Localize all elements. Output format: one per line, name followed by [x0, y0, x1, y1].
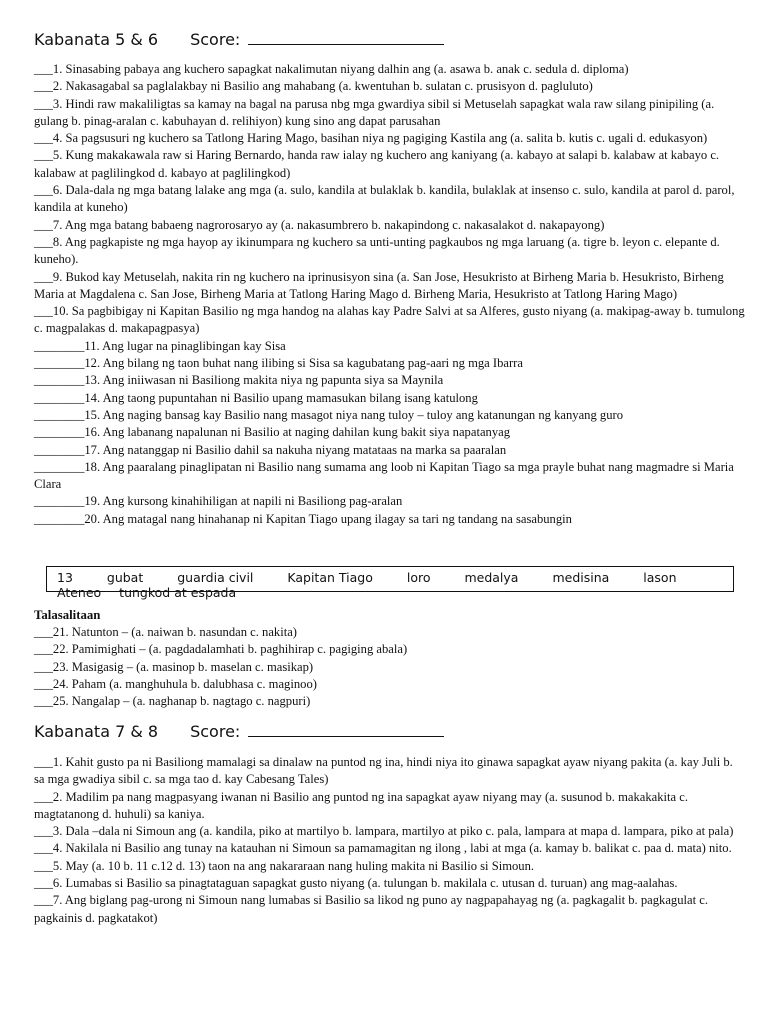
word-bank-item: Kapitan Tiago [287, 570, 373, 585]
question: ___5. May (a. 10 b. 11 c.12 d. 13) taon na ang nakararaan nang huling makita ni Basilio si Simoun. [34, 858, 535, 873]
word-bank-item: gubat [106, 570, 144, 585]
question: ___24. Paham (a. manghuhula b. dalubhasa c. maginoo) [34, 676, 317, 691]
word-bank-item: medalya [464, 570, 519, 585]
question: ________16. Ang labanang napalunan ni Basilio at naging dahilan kung bakit siya napatanyag [34, 425, 511, 440]
word-bank-row [57, 585, 250, 600]
word-bank-item: loro [406, 570, 431, 585]
section1-header [34, 30, 444, 49]
section2-score-label: Score: [190, 722, 241, 741]
question: ________17. Ang natanggap ni Basilio dahil sa nakuha niyang matataas na marka sa paaralan [34, 442, 507, 457]
section1-score-label: Score: [190, 30, 241, 49]
question: ________15. Ang naging bansag kay Basilio nang masagot niya nang tuloy – tuloy ang katanungan ng kanyang guro [34, 407, 624, 422]
question: ___4. Sa pagsusuri ng kuchero sa Tatlong Haring Mago, basihan niya ng pagiging Kastila ang (a. salita b. kutis c. ugali d. edukasyon) [34, 131, 708, 146]
question: ___9. Bukod kay Metuselah, nakita rin ng kuchero na iprinusisyon sina (a. San Jose, Hesukristo at Birheng Maria b. Hesukristo, Birheng Maria at Magdalena c. San Jose, Birheng Maria at Tatlong Haring Mago d. Birheng Maria, Hesukristo at Tatlong Haring Mago) [34, 269, 724, 301]
question: ________12. Ang bilang ng taon buhat nang ilibing si Sisa sa kagubatang pag-aari ng mga Ibarra [34, 356, 523, 371]
question: ___25. Nangalap – (a. naghanap b. nagtago c. nagpuri) [34, 694, 311, 709]
question: ___4. Nakilala ni Basilio ang tunay na katauhan ni Simoun sa pamamagitan ng ilong , labi at mga (a. kamay b. balikat c. paa d. mata) nito. [34, 841, 732, 856]
talasalitaan-questions [34, 624, 746, 710]
question: ________14. Ang taong pupuntahan ni Basilio upang mamasukan bilang isang katulong [34, 390, 478, 405]
question: ___23. Masigasig – (a. masinop b. maselan c. masikap) [34, 659, 314, 674]
section2-score-line [248, 722, 444, 737]
section2-header [34, 722, 444, 741]
section1-questions [34, 61, 746, 528]
question: ___6. Lumabas si Basilio sa pinagtataguan sapagkat gusto niyang (a. tulungan b. makilala c. utusan d. turuan) ang mag-aalahas. [34, 876, 678, 891]
section1-score-line [248, 30, 444, 45]
word-bank-item: guardia civil [177, 570, 254, 585]
question: ___21. Natunton – (a. naiwan b. nasundan c. nakita) [34, 625, 297, 639]
section2-title: Kabanata 7 & 8 [34, 722, 159, 741]
question: ___22. Pamimighati – (a. pagdadalamhati b. paghihirap c. pagiging abala) [34, 642, 408, 657]
question: ___10. Sa pagbibigay ni Kapitan Basilio ng mga handog na alahas kay Padre Salvi at sa Alferes, gusto niyang (a. makipag-away b. tumulong c. magpalakas d. makapagpasya) [34, 304, 745, 336]
question: ___1. Sinasabing pabaya ang kuchero sapagkat nakalimutan niyang dalhin ang (a. asawa b. anak c. sedula d. diploma) [34, 62, 629, 76]
question: ________20. Ang matagal nang hinahanap ni Kapitan Tiago upang ilagay sa tari ng tandang na sasabungin [34, 511, 572, 526]
question: ___3. Hindi raw makaliligtas sa kamay na bagal na parusa nbg mga gwardiya sibil si Metuselah sapagkat wala raw silang pinipiling (a. gulang b. pinag-aralan c. kabuhayan d. relihiyon) kung sino ang dapat parusahan [34, 96, 715, 128]
question: ___5. Kung makakawala raw si Haring Bernardo, handa raw ialay ng kuchero ang kaniyang (a. kabayo at salapi b. kalabaw at kabayo c. kalabaw at paglilingkod d. kabayo at paglilingkod) [34, 148, 720, 180]
question: ___2. Madilim pa nang magpasyang iwanan ni Basilio ang puntod ng ina sapagkat ayaw niyang may (a. susunod b. makakakita c. magtatanong d. huhuli) sa kaniya. [34, 789, 689, 821]
question: ________11. Ang lugar na pinaglibingan kay Sisa [34, 338, 286, 353]
section2-questions [34, 754, 746, 927]
talasalitaan-heading: Talasalitaan [34, 608, 101, 622]
question: ___3. Dala –dala ni Simoun ang (a. kandila, piko at martilyo b. lampara, martilyo at piko c. pala, lampara at mapa d. lampara, piko at pala) [34, 824, 734, 839]
word-bank-row [57, 570, 707, 585]
word-bank-item: 13 [57, 570, 73, 585]
word-bank-item: medisina [552, 570, 610, 585]
question: ___2. Nakasagabal sa paglalakbay ni Basilio ang mahabang (a. kwentuhan b. sulatan c. prusisyon d. pagluluto) [34, 79, 593, 94]
question: ___7. Ang biglang pag-urong ni Simoun nang lumabas si Basilio sa likod ng puno ay nagpapahayag ng (a. pagkagalit b. pagkagulat c. pagkainis d. pagkatakot) [34, 893, 708, 925]
question: ___1. Kahit gusto pa ni Basiliong mamalagi sa dinalaw na puntod ng ina, hindi niya ito ginawa sapagkat ayaw niyang pakita (a. kay Juli b. sa mga gwadiya sibil c. sa mga tao d. kay Cabesang Tales) [34, 755, 733, 787]
question: ___8. Ang pagkapiste ng mga hayop ay ikinumpara ng kuchero sa unti-unting pagkaubos ng mga laruang (a. tigre b. leyon c. elepante d. kuneho). [34, 234, 720, 267]
word-bank-item: lason [643, 570, 677, 585]
word-bank-box [46, 566, 734, 600]
question: ___7. Ang mga batang babaeng nagrorosaryo ay (a. nakasumbrero b. nakapindong c. nakasalakot d. nakapayong) [34, 217, 605, 232]
question: ___6. Dala-dala ng mga batang lalake ang mga (a. sulo, kandila at bulaklak b. kandila, bulaklak at insenso c. sulo, kandila at parol d. parol, kandila at kuneho) [34, 183, 735, 215]
section1-title: Kabanata 5 & 6 [34, 30, 159, 49]
question: ________19. Ang kursong kinahihiligan at napili ni Basiliong pag-aralan [34, 494, 403, 509]
question: ________18. Ang paaralang pinaglipatan ni Basilio nang sumama ang loob ni Kapitan Tiago sa mga prayle buhat nang magmadre si Maria Clara [34, 459, 734, 492]
question: ________13. Ang iniiwasan ni Basiliong makita niya ng papunta siya sa Maynila [34, 373, 444, 388]
word-bank-item: tungkod at espada [119, 585, 237, 600]
word-bank-item: Ateneo [57, 585, 102, 600]
